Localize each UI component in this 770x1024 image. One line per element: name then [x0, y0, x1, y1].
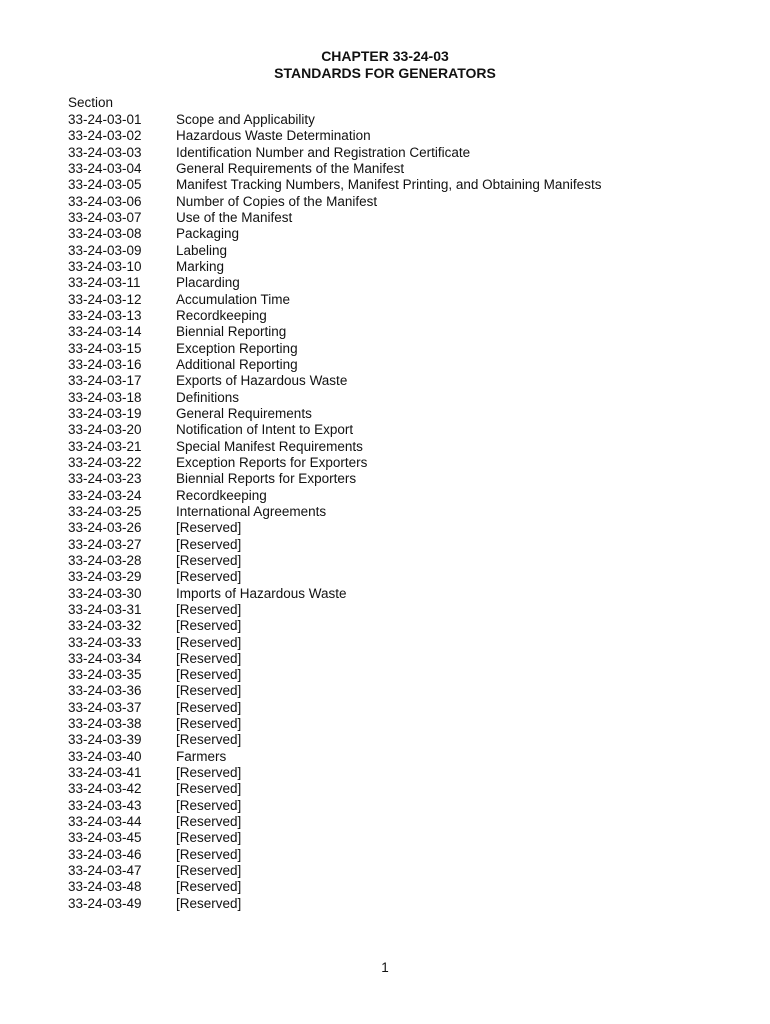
section-number: 33-24-03-17: [68, 373, 142, 389]
section-entry: [68, 553, 708, 569]
section-number: 33-24-03-33: [68, 634, 142, 650]
section-number: 33-24-03-09: [68, 242, 142, 258]
section-entry: [68, 814, 708, 830]
section-entry: [68, 830, 708, 846]
section-title: [Reserved]: [176, 765, 242, 781]
section-title: [Reserved]: [176, 797, 242, 813]
section-title: Definitions: [176, 389, 240, 405]
chapter-title: STANDARDS FOR GENERATORS: [274, 65, 496, 81]
section-entry: [68, 373, 708, 389]
section-entry: [68, 700, 708, 716]
section-number: 33-24-03-15: [68, 340, 142, 356]
section-entry: [68, 406, 708, 422]
section-number: 33-24-03-35: [68, 667, 142, 683]
section-title: Marking: [176, 258, 225, 274]
section-entry: [68, 275, 708, 291]
section-number: 33-24-03-42: [68, 781, 142, 797]
section-title: [Reserved]: [176, 618, 242, 634]
section-entry: [68, 683, 708, 699]
section-title: Manifest Tracking Numbers, Manifest Printing, and Obtaining Manifests: [176, 177, 602, 193]
section-title: [Reserved]: [176, 846, 242, 862]
section-title: [Reserved]: [176, 879, 242, 895]
section-title: Additional Reporting: [176, 356, 298, 372]
section-entry: [68, 471, 708, 487]
section-title: Scope and Applicability: [176, 112, 315, 127]
section-column-label: Section: [68, 95, 114, 110]
section-number: 33-24-03-04: [68, 160, 142, 176]
section-title: Placarding: [176, 275, 240, 291]
section-title: [Reserved]: [176, 683, 242, 699]
section-number: 33-24-03-23: [68, 471, 142, 487]
section-entry: [68, 308, 708, 324]
section-title: General Requirements: [176, 405, 312, 421]
section-number: 33-24-03-08: [68, 226, 142, 242]
section-number: 33-24-03-11: [68, 275, 141, 291]
section-number: 33-24-03-39: [68, 732, 142, 748]
section-entry: [68, 112, 708, 128]
section-entry: [68, 520, 708, 536]
section-title: [Reserved]: [176, 830, 242, 846]
section-title: Exports of Hazardous Waste: [176, 373, 348, 389]
chapter-number: CHAPTER 33-24-03: [321, 48, 449, 64]
section-title: Exception Reports for Exporters: [176, 454, 368, 470]
section-entry: [68, 324, 708, 340]
section-number: 33-24-03-28: [68, 552, 142, 568]
section-entry: [68, 569, 708, 585]
section-title: General Requirements of the Manifest: [176, 160, 405, 176]
section-title: Recordkeeping: [176, 307, 267, 323]
section-title: Hazardous Waste Determination: [176, 128, 371, 144]
section-entry: [68, 847, 708, 863]
section-title: Exception Reporting: [176, 340, 298, 356]
section-entry: [68, 226, 708, 242]
section-title: [Reserved]: [176, 781, 242, 797]
section-title: [Reserved]: [176, 601, 242, 617]
section-title: Farmers: [176, 748, 227, 764]
section-number: 33-24-03-07: [68, 209, 142, 225]
section-entry: [68, 863, 708, 879]
section-number: 33-24-03-45: [68, 830, 142, 846]
section-entry: [68, 439, 708, 455]
section-number: 33-24-03-13: [68, 307, 142, 323]
section-entry: [68, 781, 708, 797]
section-entry: [68, 292, 708, 308]
section-title: Biennial Reports for Exporters: [176, 471, 357, 487]
section-title: [Reserved]: [176, 536, 242, 552]
section-number: 33-24-03-19: [68, 405, 142, 421]
section-entry: [68, 488, 708, 504]
section-number: 33-24-03-06: [68, 193, 142, 209]
section-title: Special Manifest Requirements: [176, 438, 363, 454]
section-entry: [68, 259, 708, 275]
section-entry: [68, 798, 708, 814]
section-entry: [68, 749, 708, 765]
section-entry: [68, 422, 708, 438]
section-entry: [68, 194, 708, 210]
section-entry: [68, 765, 708, 781]
section-number: 33-24-03-38: [68, 716, 142, 732]
section-number: 33-24-03-46: [68, 846, 142, 862]
section-number: 33-24-03-36: [68, 683, 142, 699]
section-title: [Reserved]: [176, 520, 242, 536]
section-list: [68, 112, 708, 912]
section-title: International Agreements: [176, 503, 327, 519]
section-entry: [68, 602, 708, 618]
section-number: 33-24-03-02: [68, 128, 142, 144]
section-number: 33-24-03-03: [68, 144, 142, 160]
section-number: 33-24-03-14: [68, 324, 142, 340]
section-entry: [68, 896, 708, 912]
section-title: Notification of Intent to Export: [176, 422, 354, 438]
section-entry: [68, 732, 708, 748]
section-title: [Reserved]: [176, 634, 242, 650]
section-entry: [68, 879, 708, 895]
section-entry: [68, 618, 708, 634]
section-entry: [68, 667, 708, 683]
section-number: 33-24-03-31: [68, 601, 142, 617]
section-entry: [68, 537, 708, 553]
section-title: Labeling: [176, 242, 228, 258]
section-entry: [68, 651, 708, 667]
section-title: [Reserved]: [176, 732, 242, 748]
section-title: [Reserved]: [176, 716, 242, 732]
section-entry: [68, 455, 708, 471]
section-number: 33-24-03-24: [68, 487, 142, 503]
section-number: 33-24-03-40: [68, 748, 142, 764]
section-entry: [68, 390, 708, 406]
section-title: Use of the Manifest: [176, 209, 293, 225]
section-number: 33-24-03-47: [68, 863, 142, 879]
section-number: 33-24-03-12: [68, 291, 142, 307]
section-title: [Reserved]: [176, 569, 242, 585]
section-number: 33-24-03-18: [68, 389, 142, 405]
section-title: Imports of Hazardous Waste: [176, 585, 347, 601]
section-number: 33-24-03-20: [68, 422, 142, 438]
section-entry: [68, 716, 708, 732]
section-entry: [68, 504, 708, 520]
section-number: 33-24-03-01: [68, 112, 142, 127]
section-title: [Reserved]: [176, 650, 242, 666]
section-entry: [68, 177, 708, 193]
section-title: [Reserved]: [176, 699, 242, 715]
section-entry: [68, 210, 708, 226]
section-title: Identification Number and Registration Certificate: [176, 144, 471, 160]
section-entry: [68, 341, 708, 357]
section-title: Number of Copies of the Manifest: [176, 193, 378, 209]
section-title: Recordkeeping: [176, 487, 267, 503]
section-title: Accumulation Time: [176, 291, 291, 307]
section-title: Packaging: [176, 226, 240, 242]
section-number: 33-24-03-32: [68, 618, 142, 634]
section-entry: [68, 635, 708, 651]
section-entry: [68, 161, 708, 177]
section-number: 33-24-03-48: [68, 879, 142, 895]
section-number: 33-24-03-43: [68, 797, 142, 813]
page-number: 1: [381, 960, 389, 975]
section-entry: [68, 243, 708, 259]
section-number: 33-24-03-37: [68, 699, 142, 715]
section-number: 33-24-03-49: [68, 895, 142, 911]
section-number: 33-24-03-29: [68, 569, 142, 585]
section-entry: [68, 145, 708, 161]
section-number: 33-24-03-44: [68, 814, 142, 830]
section-number: 33-24-03-05: [68, 177, 142, 193]
section-number: 33-24-03-22: [68, 454, 142, 470]
section-number: 33-24-03-25: [68, 503, 142, 519]
section-title: [Reserved]: [176, 814, 242, 830]
section-title: Biennial Reporting: [176, 324, 287, 340]
section-title: [Reserved]: [176, 552, 242, 568]
section-entry: [68, 586, 708, 602]
section-number: 33-24-03-27: [68, 536, 142, 552]
section-number: 33-24-03-21: [68, 438, 142, 454]
section-number: 33-24-03-34: [68, 650, 142, 666]
section-number: 33-24-03-26: [68, 520, 142, 536]
section-title: [Reserved]: [176, 895, 242, 911]
section-number: 33-24-03-30: [68, 585, 142, 601]
section-number: 33-24-03-41: [68, 765, 142, 781]
section-title: [Reserved]: [176, 667, 242, 683]
section-number: 33-24-03-16: [68, 356, 142, 372]
section-number: 33-24-03-10: [68, 258, 142, 274]
section-entry: [68, 357, 708, 373]
section-entry: [68, 128, 708, 144]
section-title: [Reserved]: [176, 863, 242, 879]
